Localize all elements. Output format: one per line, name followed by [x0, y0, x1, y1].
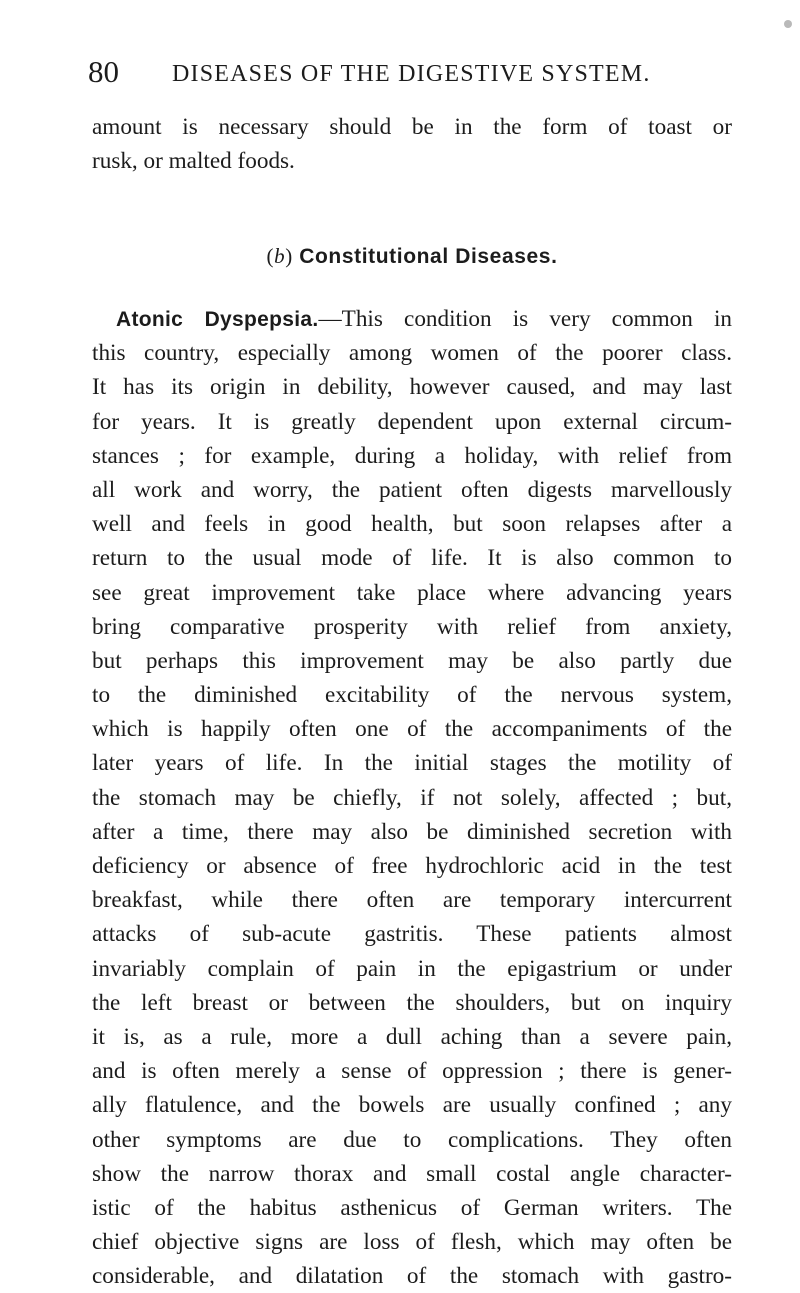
text-line: considerable, and dilatation of the stomach with gastro- — [92, 1263, 732, 1290]
text-line: istic of the habitus asthenicus of German writers. The — [92, 1194, 732, 1221]
text-line: which is happily often one of the accompaniments of the — [92, 716, 732, 743]
text-line: breakfast, while there often are temporary intercurrent — [92, 887, 732, 914]
text-line: invariably complain of pain in the epigastrium or under — [92, 955, 732, 982]
text-line: stances ; for example, during a holiday, with relief from — [92, 442, 732, 469]
text-line: after a time, there may also be diminished secretion with — [92, 818, 732, 845]
text-line: for years. It is greatly dependent upon external circum- — [92, 408, 732, 435]
text-line: It has its origin in debility, however caused, and may last — [92, 374, 732, 401]
section-heading-title: Constitutional Diseases. — [299, 245, 558, 268]
text-line: other symptoms are due to complications. They often — [92, 1126, 732, 1153]
text-line — [92, 302, 732, 336]
text-line: this country, especially among women of the poorer class. — [92, 340, 732, 367]
text-line: later years of life. In the initial stages the motility of — [92, 750, 732, 777]
text-line: see great improvement take place where advancing years — [92, 579, 732, 606]
text-line: to the diminished excitability of the nervous system, — [92, 682, 732, 709]
text-line: attacks of sub-acute gastritis. These patients almost — [92, 921, 732, 948]
running-head — [88, 52, 728, 96]
section-letter: b — [274, 244, 286, 268]
text-line: the left breast or between the shoulders, but on inquiry — [92, 989, 732, 1016]
text-line: it is, as a rule, more a dull aching than a severe pain, — [92, 1023, 732, 1050]
text-line: the stomach may be chiefly, if not solely, affected ; but, — [92, 784, 732, 811]
text-line: amount is necessary should be in the form of toast or — [92, 114, 732, 140]
text-line: return to the usual mode of life. It is also common to — [92, 545, 732, 572]
scan-speck — [784, 20, 792, 28]
text-line: chief objective signs are loss of flesh, which may often be — [92, 1229, 732, 1256]
text-line: and is often merely a sense of oppression ; there is gener- — [92, 1058, 732, 1085]
text-line: well and feels in good health, but soon relapses after a — [92, 511, 732, 538]
text-line: bring comparative prosperity with relief from anxiety, — [92, 613, 732, 640]
text-line: deficiency or absence of free hydrochloric acid in the test — [92, 853, 732, 879]
text-line: ally flatulence, and the bowels are usually confined ; any — [92, 1092, 732, 1119]
paragraph-lines — [92, 336, 732, 1293]
page-number: 80 — [88, 54, 119, 89]
run-in-heading: Atonic Dyspepsia. — [116, 308, 319, 331]
text-line: all work and worry, the patient often digests marvellously — [92, 476, 732, 503]
continuation-text — [92, 110, 732, 178]
text-line: rusk, or malted foods. — [92, 148, 295, 175]
paragraph-atonic-dyspepsia — [92, 302, 732, 1293]
running-head-title: DISEASES OF THE DIGESTIVE SYSTEM. — [172, 61, 651, 87]
section-heading — [92, 238, 732, 274]
section-heading-prefix: (b) — [266, 244, 293, 268]
text-line: but perhaps this improvement may be also partly due — [92, 647, 732, 674]
text-line: show the narrow thorax and small costal angle character- — [92, 1160, 732, 1187]
first-line-text: —This condition is very common in — [318, 306, 732, 332]
